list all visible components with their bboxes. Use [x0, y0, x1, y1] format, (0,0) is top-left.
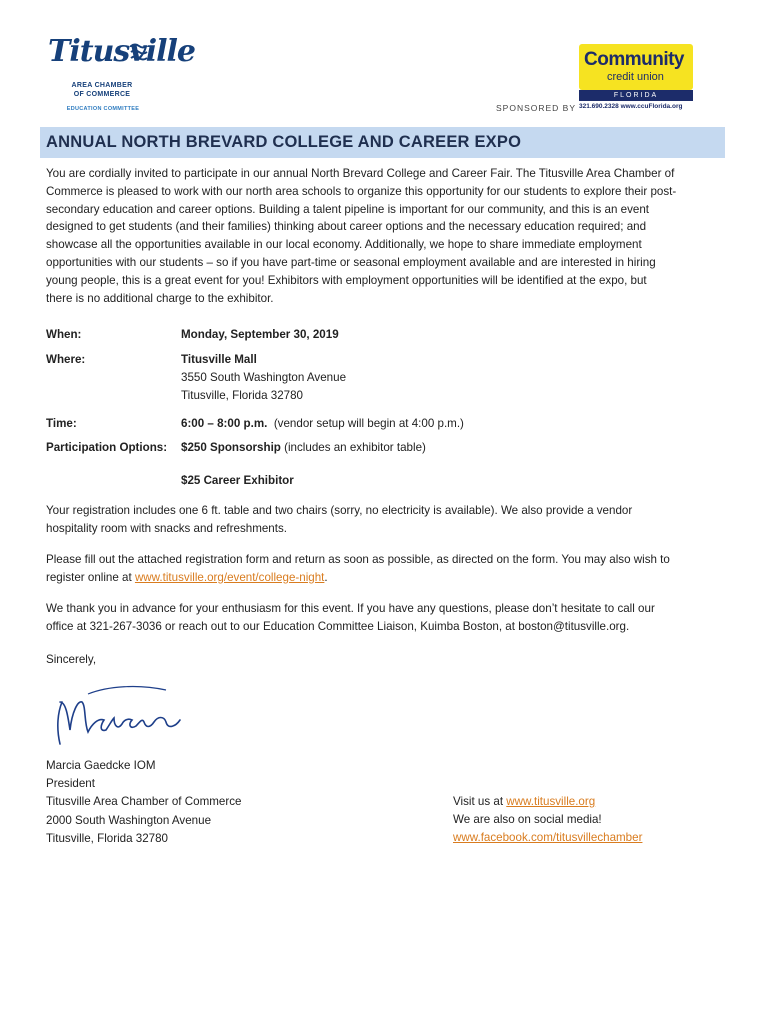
where-value: [181, 351, 346, 404]
title-bar: [40, 127, 725, 158]
signer-role: President: [46, 777, 95, 791]
signer-block: [46, 757, 241, 848]
form-paragraph: Please fill out the attached registration form and return as soon as possible, as directed on the form. You may also wish to register online at www.titusville.org/event/college-night.: [46, 553, 670, 584]
visit-block: Visit us at www.titusville.org We are also on social media! www.facebook.com/titusvillechamber: [453, 795, 643, 845]
waves-icon: [130, 42, 148, 62]
where-label: Where:: [46, 353, 86, 366]
college-night-link[interactable]: www.titusville.org/event/college-night: [134, 570, 325, 584]
options-label: Participation Options:: [46, 441, 168, 454]
when-value: Monday, September 30, 2019: [181, 328, 339, 341]
facebook-link[interactable]: www.facebook.com/titusvillechamber: [453, 831, 643, 845]
intro-line: designed to get students (and their families) thinking about career options and the necessary education required; and: [46, 220, 647, 234]
intro-line: showcase all the opportunities available in our local economy. Additionally, we hope to share immediate employment: [46, 238, 642, 252]
registration-paragraph: Your registration includes one 6 ft. table and two chairs (sorry, no electricity is available). We also provide a vendor hospitality room with snacks and refreshments.: [46, 504, 633, 535]
option-sponsorship-note: (includes an exhibitor table): [284, 441, 426, 454]
signature-image: [48, 672, 188, 752]
intro-line: Commerce is pleased to work with our north area schools to organize this opportunity for our students to explore their post-: [46, 184, 677, 198]
intro-line: secondary education and career options. Building a talent pipeline is important for our community, and this is an event: [46, 202, 650, 216]
time-note: (vendor setup will begin at 4:00 p.m.): [273, 417, 464, 430]
intro-line: young people, this is a great event for you! Exhibitors with employment opportunities will be identified at the expo, but: [46, 273, 647, 287]
sponsor-logo: [579, 44, 695, 116]
option-exhibitor: $25 Career Exhibitor: [181, 474, 294, 487]
where-venue: Titusville Mall: [181, 353, 257, 366]
thanks-paragraph: We thank you in advance for your enthusiasm for this event. If you have any questions, please don’t hesitate to call our office at 321-267-3036 or reach out to our Education Committee Liaison, Kuimba Boston, at boston@titusville.org.: [46, 602, 655, 633]
time-value: 6:00 – 8:00 p.m. (vendor setup will begin at 4:00 p.m.): [181, 417, 464, 430]
sponsor-logo-name: Community: [584, 49, 684, 70]
signer-street: 2000 South Washington Avenue: [46, 813, 212, 827]
chamber-logo-wordmark: Titusville: [48, 34, 195, 69]
intro-paragraph: [46, 165, 726, 307]
where-street: 3550 South Washington Avenue: [181, 370, 347, 384]
signer-org: Titusville Area Chamber of Commerce: [46, 795, 242, 809]
chamber-logo-committee: EDUCATION COMMITTEE: [66, 106, 140, 112]
sponsored-by-label: SPONSORED BY: [496, 103, 577, 113]
chamber-logo-subtitle: AREA CHAMBER OF COMMERCE: [71, 82, 133, 98]
page-title: ANNUAL NORTH BREVARD COLLEGE AND CAREER EXPO: [46, 133, 522, 151]
sponsor-logo-box: [579, 44, 693, 90]
intro-line: opportunities with our students – so if you have part-time or seasonal employment available and are interested in hiring: [46, 255, 656, 269]
time-label: Time:: [46, 417, 77, 430]
social-text: We are also on social media!: [453, 813, 602, 827]
signer-name: Marcia Gaedcke IOM: [46, 759, 156, 772]
sponsor-logo-subname: credit union: [607, 71, 664, 83]
sponsor-logo-state: FLORIDA: [579, 90, 693, 101]
when-label: When:: [46, 328, 82, 341]
chamber-logo: [44, 34, 195, 114]
intro-line: there is no additional charge to the exhibitor.: [46, 291, 274, 305]
signer-city: Titusville, Florida 32780: [46, 831, 169, 845]
closing: Sincerely,: [46, 653, 97, 666]
website-link[interactable]: www.titusville.org: [506, 795, 596, 808]
sponsor-logo-contact: 321.690.2328 www.ccuFlorida.org: [579, 103, 683, 110]
option-sponsorship: $250 Sponsorship (includes an exhibitor table): [181, 441, 426, 454]
where-city: Titusville, Florida 32780: [181, 388, 304, 402]
intro-line: You are cordially invited to participate in our annual North Brevard College and Career Fair. The Titusville Area Chamber of: [46, 167, 675, 180]
